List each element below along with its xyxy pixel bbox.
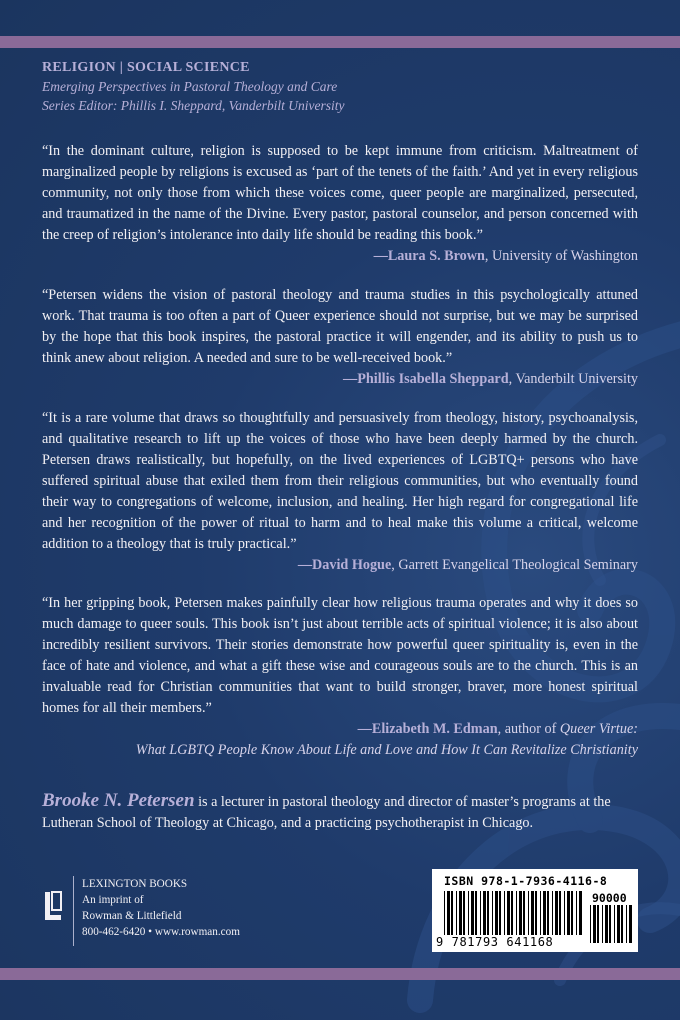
isbn-number: ISBN 978-1-7936-4116-8 bbox=[444, 874, 608, 888]
endorser-affiliation: , Vanderbilt University bbox=[508, 371, 638, 387]
publisher-imprint-line1: An imprint of bbox=[82, 894, 144, 906]
barcode-stripe bbox=[602, 905, 603, 943]
barcode-stripe bbox=[475, 891, 477, 935]
barcode-stripe bbox=[480, 891, 481, 935]
barcode-stripe bbox=[552, 891, 553, 935]
barcode-stripe bbox=[540, 891, 541, 935]
series-editor: Series Editor: Phillis I. Sheppard, Vanderbilt University bbox=[42, 98, 345, 113]
barcode-stripe bbox=[593, 905, 596, 943]
barcode-stripe bbox=[564, 891, 565, 935]
publisher-text bbox=[82, 876, 240, 940]
price-addon-bars bbox=[590, 905, 632, 943]
endorsement-attribution bbox=[42, 246, 638, 267]
barcode-stripe bbox=[626, 905, 627, 943]
ean-barcode-bars bbox=[444, 891, 584, 935]
barcode-stripe bbox=[504, 891, 505, 935]
endorsement-attribution bbox=[42, 369, 638, 390]
barcode-stripe bbox=[590, 905, 591, 943]
barcode-stripe bbox=[609, 905, 611, 943]
barcode-stripe bbox=[617, 905, 620, 943]
barcode-stripe bbox=[451, 891, 453, 935]
barcode-stripe bbox=[459, 891, 462, 935]
subject-category: RELIGION | SOCIAL SCIENCE bbox=[42, 60, 250, 75]
barcode-stripe bbox=[483, 891, 486, 935]
barcode-stripe bbox=[547, 891, 549, 935]
bottom-color-band bbox=[0, 968, 680, 980]
endorser-book-subtitle: What LGBTQ People Know About Life and Love and How It Can Revitalize Christianity bbox=[135, 742, 638, 758]
barcode-stripe bbox=[516, 891, 517, 935]
endorsement-text: “It is a rare volume that draws so thoughtfully and persuasively from theology, history, psychoanalysis, and qualitative research to lift up the voices of those who have been deeply harmed by the church. Petersen draws realistically, but hopefully, on the lived experiences of LGBTQ+ persons who have suffered spiritual abuse that exiled them from their religious communities, but who eventually found their way to congregations of welcome, inclusion, and healing. Her high regard for congregational life and her recognition of the power of ritual to harm and to heal make this volume a critical, welcome addition to a theology that is truly practical.” bbox=[42, 410, 638, 552]
endorsement-1 bbox=[42, 141, 638, 267]
barcode-stripe bbox=[468, 891, 469, 935]
endorser-book-title: Queer Virtue: bbox=[559, 721, 638, 737]
publisher-block bbox=[42, 876, 302, 946]
barcode-stripe bbox=[471, 891, 474, 935]
barcode-stripe bbox=[576, 891, 577, 935]
barcode-stripe bbox=[492, 891, 493, 935]
endorsement-3 bbox=[42, 408, 638, 576]
barcode-stripe bbox=[507, 891, 510, 935]
ean-digits: 9 781793 641168 bbox=[436, 935, 554, 949]
barcode-stripe bbox=[535, 891, 537, 935]
endorser-affiliation: , Garrett Evangelical Theological Seminary bbox=[391, 557, 638, 573]
barcode-stripe bbox=[597, 905, 599, 943]
barcode-stripe bbox=[571, 891, 573, 935]
lexington-books-logo-icon bbox=[42, 888, 64, 926]
barcode-stripe bbox=[456, 891, 457, 935]
publisher-imprint-line2: Rowman & Littlefield bbox=[82, 910, 182, 922]
publisher-contact: 800-462-6420 • www.rowman.com bbox=[82, 926, 240, 938]
barcode-stripe bbox=[487, 891, 489, 935]
endorser-name: —Elizabeth M. Edman bbox=[357, 721, 498, 737]
price-addon-digits: 90000 bbox=[592, 891, 627, 905]
endorsement-attribution bbox=[42, 719, 638, 740]
series-header bbox=[42, 58, 642, 115]
isbn-barcode bbox=[432, 869, 638, 952]
author-name: Brooke N. Petersen bbox=[42, 790, 195, 811]
barcode-stripe bbox=[528, 891, 529, 935]
endorser-name: —David Hogue bbox=[297, 557, 392, 573]
endorser-name: —Laura S. Brown bbox=[373, 248, 485, 264]
endorser-affiliation: , University of Washington bbox=[484, 248, 638, 264]
endorser-name: —Phillis Isabella Sheppard bbox=[343, 371, 509, 387]
publisher-name: LEXINGTON BOOKS bbox=[82, 878, 188, 890]
author-bio bbox=[42, 790, 642, 834]
barcode-stripe bbox=[543, 891, 546, 935]
barcode-stripe bbox=[579, 891, 582, 935]
author-bio-text: is a lecturer in pastoral theology and director of master’s programs at the Lutheran School of Theology at Chicago, and a practicing psychotherapist in Chicago. bbox=[42, 794, 611, 831]
barcode-stripe bbox=[523, 891, 525, 935]
barcode-stripe bbox=[555, 891, 558, 935]
endorsement-2 bbox=[42, 285, 638, 390]
barcode-stripe bbox=[605, 905, 608, 943]
endorsement-text: “Petersen widens the vision of pastoral theology and trauma studies in this psychologically attuned work. That trauma is too often a part of Queer experience should not surprise, but we may be surprised by the hope that this book inspires, the pastoral practice it will engender, and its ability to push us to think anew about religion. A needed and sure to be well-received book.” bbox=[42, 287, 638, 366]
endorsement-4 bbox=[42, 593, 638, 761]
barcode-stripe bbox=[495, 891, 498, 935]
endorsement-attribution bbox=[42, 555, 638, 576]
barcode-stripe bbox=[621, 905, 623, 943]
endorsement-text: “In her gripping book, Petersen makes painfully clear how religious trauma operates and why it does so much damage to queer souls. This book isn’t just about terrible acts of spiritual violence; it is also about incredibly resilient survivors. Their stories demonstrate how powerful queer spirituality is, even in the face of hate and violence, and what a gift these wise and courageous souls are to the church. This is an invaluable read for Christian communities that want to build stronger, braver, more honest spiritual homes for all their members.” bbox=[42, 595, 638, 716]
barcode-stripe bbox=[511, 891, 513, 935]
top-color-band bbox=[0, 36, 680, 48]
barcode-stripe bbox=[614, 905, 615, 943]
barcode-stripe bbox=[567, 891, 570, 935]
barcode-stripe bbox=[444, 891, 445, 935]
endorsement-text: “In the dominant culture, religion is supposed to be kept immune from criticism. Maltreatment of marginalized people by religions is excused as ‘part of the tenets of the faith.’ And yet in every religious community, not only those from which these voices come, queer people are marginalized, persecuted, and traumatized in the name of the Divine. Every pastor, pastoral counselor, and person concerned with the creep of religion’s intolerance into daily life should be reading this book.” bbox=[42, 143, 638, 243]
barcode-stripe bbox=[499, 891, 501, 935]
barcode-stripe bbox=[531, 891, 534, 935]
endorser-affiliation: , author of bbox=[497, 721, 560, 737]
barcode-stripe bbox=[519, 891, 522, 935]
publisher-divider bbox=[73, 876, 74, 946]
series-title: Emerging Perspectives in Pastoral Theology and Care bbox=[42, 79, 338, 94]
barcode-stripe bbox=[447, 891, 450, 935]
barcode-stripe bbox=[629, 905, 632, 943]
barcode-stripe bbox=[559, 891, 561, 935]
barcode-stripe bbox=[463, 891, 465, 935]
